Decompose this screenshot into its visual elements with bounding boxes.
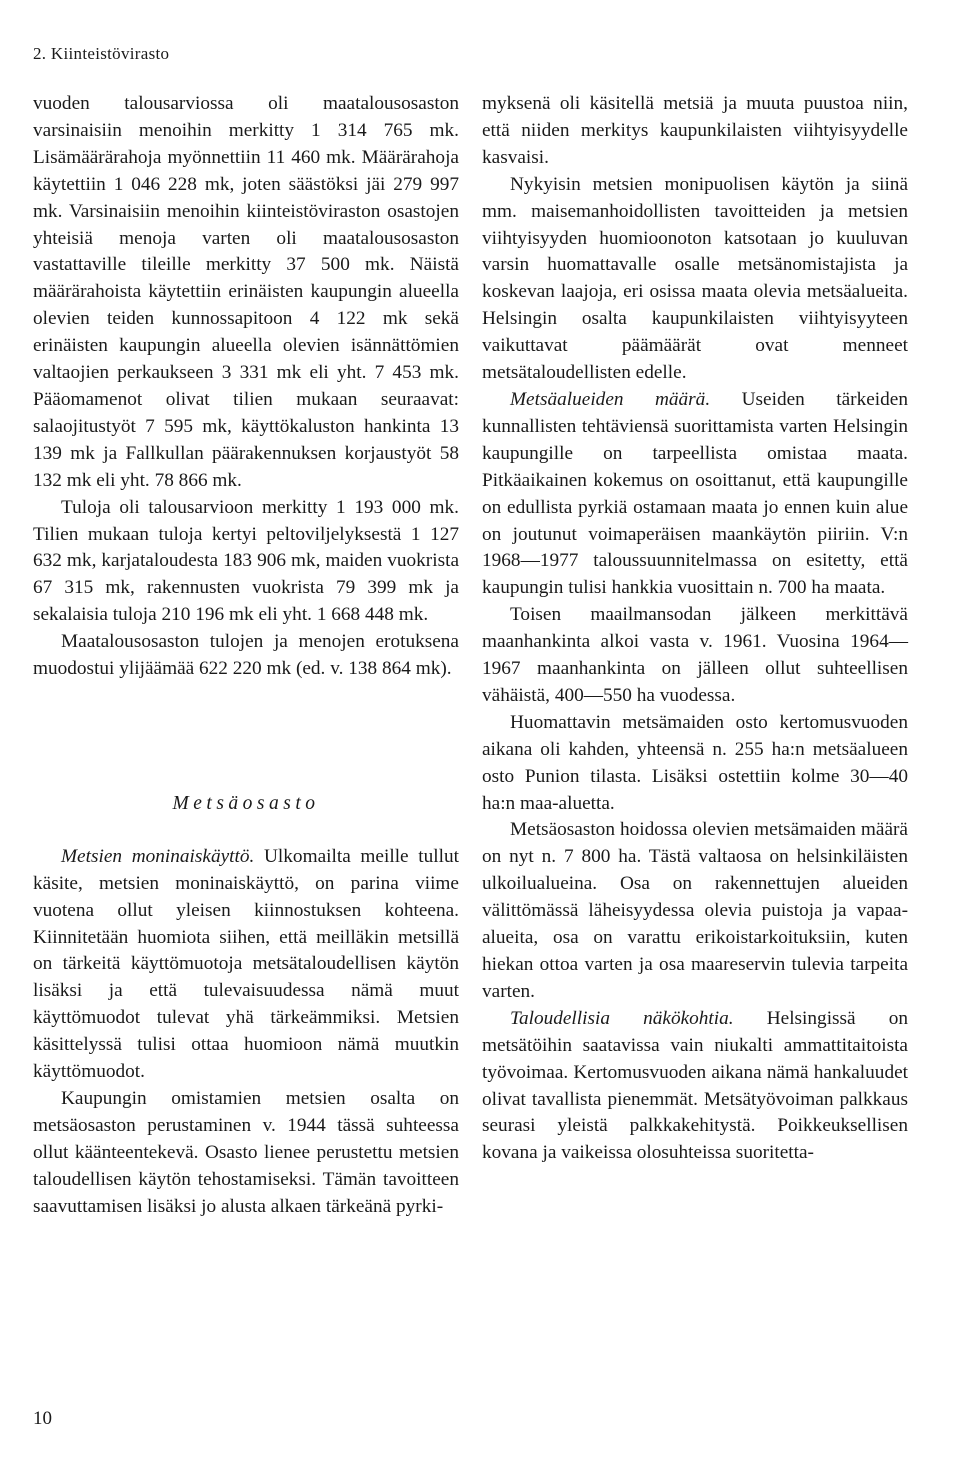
paragraph: myksenä oli käsitellä metsiä ja muuta puustoa niin, että niiden merkitys kaupunkilaisten viihtyisyydelle kasvaisi.	[482, 93, 908, 168]
paragraph-lead-in: Taloudellisia näkökohtia.	[510, 1007, 734, 1029]
paragraph-lead-in: Metsien moninaiskäyttö.	[61, 845, 255, 867]
paragraph-lead-in: Metsäalueiden määrä.	[510, 388, 711, 410]
paragraph	[482, 1006, 908, 1167]
right-column	[482, 91, 908, 1167]
paragraph: Toisen maailmansodan jälkeen merkittävä maanhankinta alkoi vasta v. 1961. Vuosina 1964—1967 maanhankinta on jälleen ollut suhteellisen vähäistä, 400—550 ha vuodessa.	[482, 604, 908, 706]
paragraph: Metsäosaston hoidossa olevien metsämaiden määrä on nyt n. 7 800 ha. Tästä valtaosa on helsinkiläisten ulkoilualueina. Osa on rakennettujen alueiden välittömässä läheisyydessa olevia puistoja ja vapaa-alueita, osa on varattu erikoistarkoituksiin, kuten hiekan ottoa varten ja osa maareservin tulevia tarpeita varten.	[482, 819, 908, 1002]
page-number: 10	[33, 1408, 52, 1429]
paragraph	[482, 387, 908, 602]
left-column	[33, 91, 459, 1221]
paragraph	[33, 844, 459, 1086]
paragraph: vuoden talousarviossa oli maatalousosaston varsinaisiin menoihin merkitty 1 314 765 mk. Lisämäärärahoja myönnettiin 11 460 mk. Määrärahoja käytettiin 1 046 228 mk, joten säästöksi jäi 279 997 mk. Varsinaisiin menoihin kiinteistöviraston osastojen yhteisiä menoja varten oli maatalousosaston vastattaville tileille merkitty 37 500 mk. Näistä määrärahoista käytettiin erinäisten kaupungin alueella olevien teiden kunnossapitoon 4 122 mk sekä erinäisten kaupungin alueella olevien isännättömien valtaojien perkaukseen 3 331 mk eli yht. 7 453 mk. Pääomamenot olivat tilien mukaan seuraavat: salaojitustyöt 7 595 mk, käyttökaluston hankinta 13 139 mk ja Fallkullan päärakennuksen korjaustyöt 58 132 mk eli yht. 78 866 mk.	[33, 93, 459, 491]
paragraph-body: Ulkomailta meille tullut käsite, metsien moninaiskäyttö, on parina viime vuotena ollut yleisen kiinnostuksen kohteena. Kiinnitetään huomiota siihen, että meilläkin metsillä on tärkeitä käyttömuotoja metsätaloudellisen käytön lisäksi ja että tulevaisuudessa nämä muut käyttömuodot tulevat yhä tärkeämmiksi. Metsien käsittelyssä tulisi ottaa huomioon nämä muutkin käyttömuodot.	[33, 845, 459, 1083]
paragraph-body: Helsingissä on metsätöihin saatavissa vain niukalti ammattitaitoista työvoimaa. Kertomusvuoden aikana nämä hankaluudet olivat tavallista pienemmät. Metsätyövoiman palkkaus seurasi yleistä palkkakehitystä. Poikkeuksellisen kovana ja vaikeissa olosuhteissa suoritetta-	[482, 1007, 908, 1164]
paragraph: Nykyisin metsien monipuolisen käytön ja siinä mm. maisemanhoidollisten tavoitteiden ja metsien viihtyisyyden huomioonoton katsotaan jo kuuluvan varsin huomattavalle osalle metsänomistajista ja koskevan laajoja, eri osissa maata olevia metsäalueita. Helsingin osalta kaupunkilaisten viihtyisyyteen vaikuttavat päämäärät ovat menneet metsätaloudellisten edelle.	[482, 173, 908, 384]
paragraph: Tuloja oli talousarvioon merkitty 1 193 000 mk. Tilien mukaan tuloja kertyi peltoviljelyksestä 1 127 632 mk, karjataloudesta 183 906 mk, maiden vuokrista 67 315 mk, rakennusten vuokrista 79 399 mk ja sekalaisia tuloja 210 196 mk eli yht. 1 668 448 mk.	[33, 496, 459, 626]
paragraph: Maatalousosaston tulojen ja menojen erotuksena muodostui ylijäämää 622 220 mk (ed. v. 138 864 mk).	[33, 631, 459, 680]
paragraph-body: Useiden tärkeiden kunnallisten tehtäviensä suorittamista varten Helsingin kaupungille on tarpeellista omistaa maata. Pitkäaikainen kokemus on osoittanut, että kaupungille on edullista pyrkiä ostamaan maata jo ennen kuin alue on joutunut voimaperäisen maankäytön piiriin. V:n 1968—1977 taloussuunnitelmassa on esitetty, että kaupungin tulisi hankkia vuosittain n. 700 ha maata.	[482, 388, 908, 599]
paragraph: Kaupungin omistamien metsien osalta on metsäosaston perustaminen v. 1944 tässä suhteessa ollut käänteentekevä. Osasto lienee perustettu metsien taloudellisen käytön tehostamiseksi. Tämän tavoitteen saavuttamisen lisäksi jo alusta alkaen tärkeänä pyrki-	[33, 1088, 459, 1217]
paragraph: Huomattavin metsämaiden osto kertomusvuoden aikana oli kahden, yhteensä n. 255 ha:n metsäalueen osto Punion tilasta. Lisäksi ostettiin kolme 30—40 ha:n maa-aluetta.	[482, 711, 908, 814]
running-header: 2. Kiinteistövirasto	[33, 44, 170, 63]
section-heading: Metsäosasto	[172, 792, 320, 814]
